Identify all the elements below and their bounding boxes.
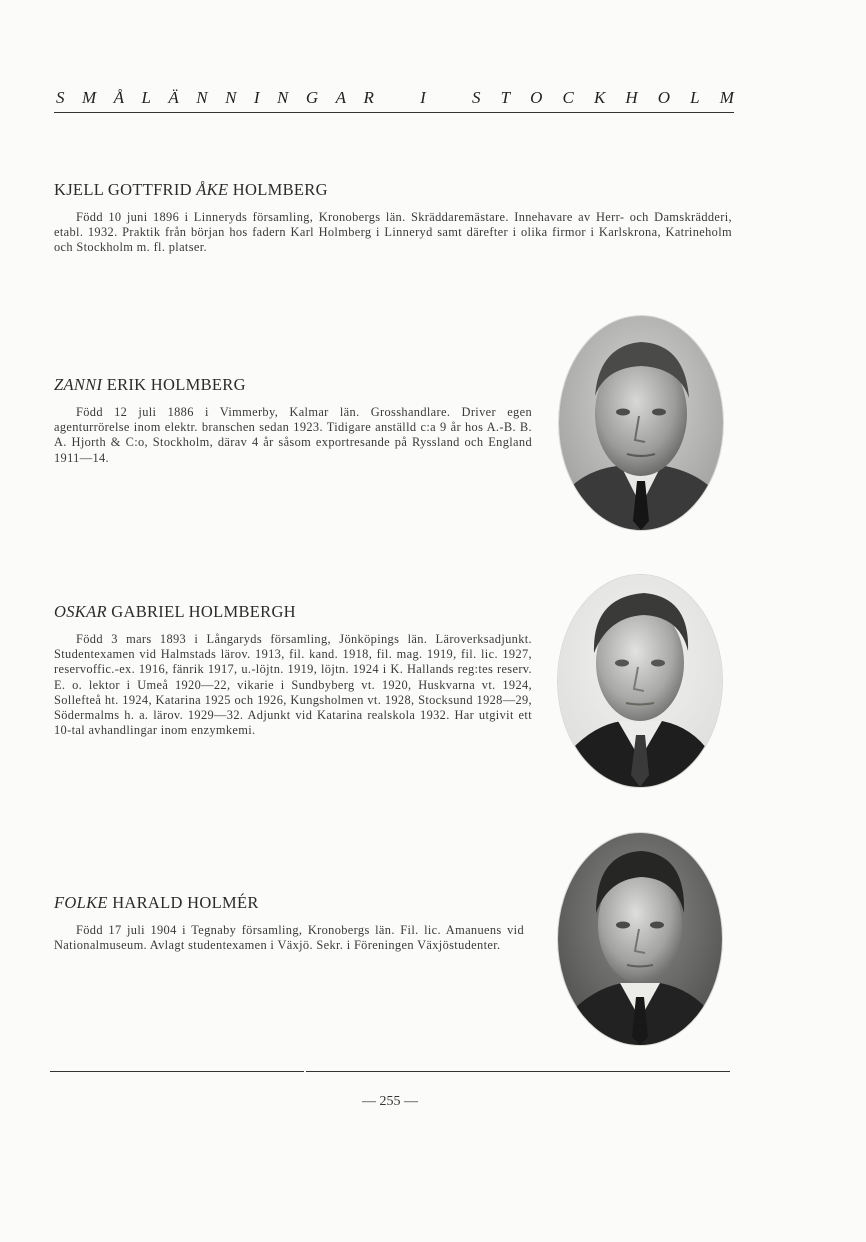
entry-text: Född 12 juli 1886 i Vimmerby, Kalmar län. Grosshandlare. Driver egen agenturrörelse inom elektr. branschen sedan 1923. Tidigare anställd c:a 9 år hos A.-B. B. A. Hjorth & C:o, Stockholm, därav 4 år såsom exportresande på Ryssland och England 1911—14. (54, 405, 532, 465)
running-head-letter: Ä (168, 88, 179, 107)
biography-entry (54, 375, 532, 466)
name-called-italic: FOLKE (54, 893, 108, 912)
entry-text: Född 3 mars 1893 i Långaryds församling, Jönköpings län. Läroverksadjunkt. Studentexamen vid Halmstads lärov. 1913, fil. kand. 1918, fil. mag. 1919, fil. lic. 1927, reservoffic.-ex. 1916, fänrik 1917, u.-löjtn. 1919, löjtn. 1924 i K. Hallands reg:tes reserv. E. o. lektor i Umeå 1920—22, vikarie i Sundbyberg vt. 1920, Huskvarna vt. 1924, Sollefteå ht. 1924, Katarina 1925 och 1926, Kungsholmen vt. 1928, Stocksund 1928—29, Södermalms h. a. lärov. 1929—32. Adjunkt vid Katarina realskola 1932. Har utgivit ett 10-tal avhandlingar inom enzymkemi. (54, 632, 532, 738)
running-head-letter: O (530, 88, 543, 107)
running-head-letter: N (225, 88, 237, 107)
name-prefix: KJELL GOTTFRID (54, 180, 197, 199)
footer-rule (50, 1071, 730, 1072)
header-rule (54, 112, 734, 113)
biography-entry (54, 893, 524, 953)
running-head-letter: N (196, 88, 208, 107)
running-head-letter: S (56, 88, 65, 107)
portrait-photo (559, 316, 723, 530)
biography-entry (54, 602, 532, 738)
running-head-letter: K (593, 88, 606, 107)
running-head-letter: L (141, 88, 151, 107)
running-head-letter: M (81, 88, 97, 107)
running-head-word-2 (416, 88, 430, 108)
running-head (56, 88, 734, 108)
running-head-letter: Å (113, 88, 124, 107)
entry-name (54, 893, 524, 913)
running-head-letter: C (562, 88, 574, 107)
running-head-word-1 (56, 88, 374, 108)
portrait-image (558, 833, 722, 1045)
name-called-italic: ÅKE (196, 180, 229, 199)
entry-name (54, 602, 532, 622)
running-head-letter: I (253, 88, 260, 107)
biography-entry (54, 180, 732, 256)
running-head-word-3 (472, 88, 734, 108)
entry-text: Född 17 juli 1904 i Tegnaby församling, Kronobergs län. Fil. lic. Amanuens vid Nationalmuseum. Avlagt studentexamen i Växjö. Sekr. i Föreningen Växjöstudenter. (54, 923, 524, 953)
running-head-letter: M (719, 88, 734, 107)
page-number: — 255 — (362, 1094, 418, 1109)
name-suffix: ERIK HOLMBERG (102, 375, 246, 394)
name-called-italic: OSKAR (54, 602, 107, 621)
entry-text: Född 10 juni 1896 i Linneryds församling, Kronobergs län. Skräddaremästare. Innehavare av Herr- och Damskrädderi, etabl. 1932. Praktik från början hos fadern Karl Holmberg i Linneryd samt därefter i olika firmor i Karlskrona, Katrineholm och Stockholm m. fl. platser. (54, 210, 732, 255)
name-called-italic: ZANNI (54, 375, 103, 394)
running-head-letter: H (625, 88, 638, 107)
running-head-letter: R (363, 88, 374, 107)
running-head-letter: G (305, 88, 319, 107)
name-suffix: GABRIEL HOLMBERGH (106, 602, 296, 621)
portrait-image (558, 575, 722, 787)
running-head-letter: L (690, 88, 700, 107)
name-suffix: HARALD HOLMÉR (107, 893, 259, 912)
running-head-letter: O (657, 88, 671, 107)
portrait-image (559, 316, 723, 530)
running-head-letter: I (420, 88, 426, 107)
entry-name (54, 375, 532, 395)
running-head-letter: S (472, 88, 481, 107)
portrait-photo (558, 833, 722, 1045)
portrait-photo (558, 575, 722, 787)
entry-name (54, 180, 732, 200)
name-suffix: HOLMBERG (228, 180, 328, 199)
running-head-letter: T (500, 88, 511, 107)
running-head-letter: A (335, 88, 346, 107)
running-head-letter: N (277, 88, 289, 107)
